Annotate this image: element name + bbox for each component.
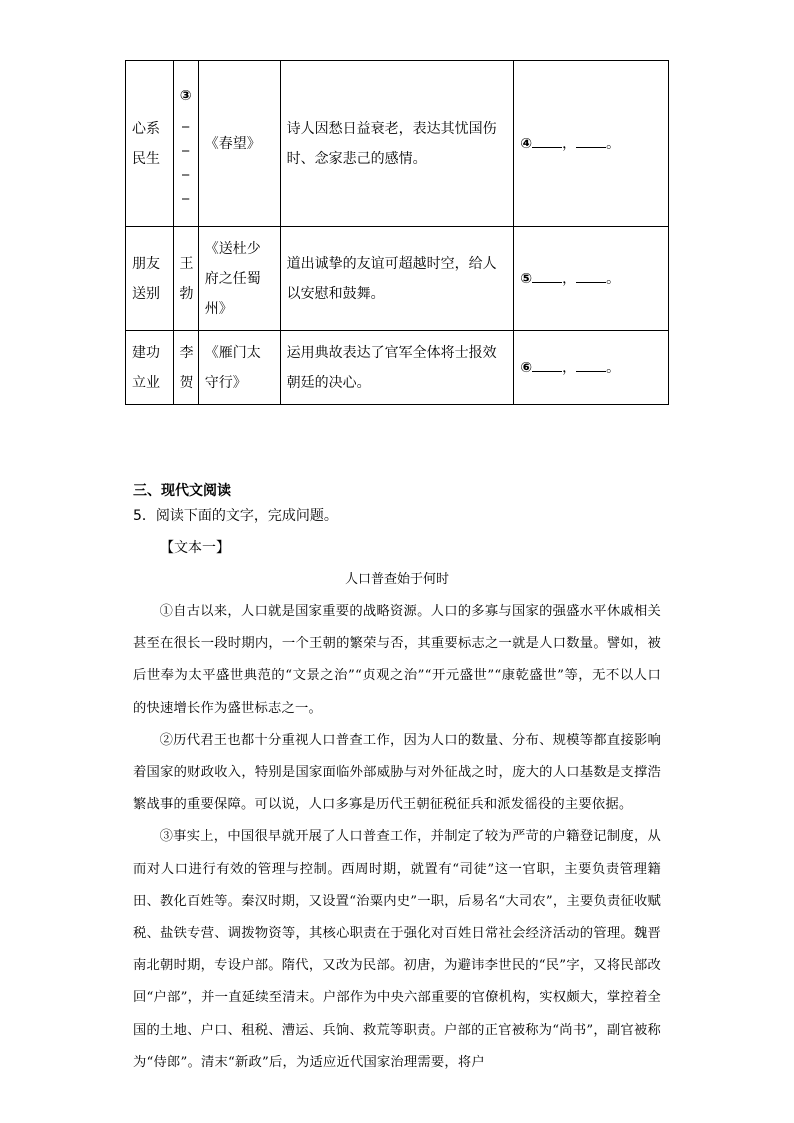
section-heading: 三、现代文阅读	[133, 483, 231, 499]
table-row	[126, 227, 669, 331]
answer-blank-cell: ④ ， 。	[514, 61, 669, 227]
article-title: 人口普查始于何时	[344, 572, 449, 587]
answer-blank-cell: ⑥ ， 。	[514, 331, 669, 405]
article-body	[133, 596, 661, 1079]
theme-cell: 朋友送别	[126, 227, 174, 331]
author-cell: 王勃	[173, 227, 198, 331]
theme-cell: 建功立业	[126, 331, 174, 405]
title-cell: 《送杜少府之任蜀州》	[198, 227, 280, 331]
fill-blank[interactable]	[532, 133, 562, 148]
author-cell: ③ _ _ _ _	[173, 61, 198, 227]
fill-blank[interactable]	[532, 268, 562, 283]
table-row	[126, 331, 669, 405]
paragraph: ②历代君王也都十分重视人口普查工作，因为人口的数量、分布、规模等都直接影响着国家的财政收入，特别是国家面临外部威胁与对外征战之时，庞大的人口基数是支撑浩繁战事的重要保障。可以说，人口多寡是历代王朝征税征兵和派发徭役的主要依据。	[133, 732, 661, 813]
paragraph: ①自古以来，人口就是国家重要的战略资源。人口的多寡与国家的强盛水平休戚相关甚至在很长一段时期内，一个王朝的繁荣与否，其重要标志之一就是人口数量。譬如，被后世奉为太平盛世典范的“文景之治”“贞观之治”“开元盛世”“康乾盛世”等，无不以人口的快速增长作为盛世标志之一。	[133, 604, 661, 716]
text-label: 【文本一】	[160, 540, 230, 556]
title-cell: 《春望》	[198, 61, 280, 227]
table-row	[126, 61, 669, 227]
fill-blank[interactable]	[576, 357, 606, 372]
fill-blank[interactable]	[532, 357, 562, 372]
fill-blank[interactable]	[576, 133, 606, 148]
question-prompt: 5．阅读下面的文字，完成问题。	[133, 508, 338, 524]
paragraph: ③事实上，中国很早就开展了人口普查工作，并制定了较为严苛的户籍登记制度，从而对人口进行有效的管理与控制。西周时期，就置有“司徒”这一官职，主要负责管理籍田、教化百姓等。秦汉时期，又设置“治粟内史”一职，后易名“大司农”，主要负责征收赋税、盐铁专营、调拨物资等，其核心职责在于强化对百姓日常社会经济活动的管理。魏晋南北朝时期，专设户部。隋代，又改为民部。初唐，为避讳李世民的“民”字，又将民部改回“户部”，并一直延续至清末。户部作为中央六部重要的官僚机构，实权颇大，掌控着全国的土地、户口、租税、漕运、兵饷、救荒等职责。户部的正官被称为“尚书”，副官被称为“侍郎”。清末“新政”后，为适应近代国家治理需要，将户	[133, 829, 661, 1070]
description-cell: 运用典故表达了官军全体将士报效朝廷的决心。	[280, 331, 514, 405]
description-cell: 诗人因愁日益衰老，表达其忧国伤时、念家悲己的感情。	[280, 61, 514, 227]
author-cell: 李贺	[173, 331, 198, 405]
description-cell: 道出诚挚的友谊可超越时空，给人以安慰和鼓舞。	[280, 227, 514, 331]
poem-table	[125, 60, 669, 405]
theme-cell: 心系民生	[126, 61, 174, 227]
answer-blank-cell: ⑤ ， 。	[514, 227, 669, 331]
fill-blank[interactable]	[576, 268, 606, 283]
title-cell: 《雁门太守行》	[198, 331, 280, 405]
